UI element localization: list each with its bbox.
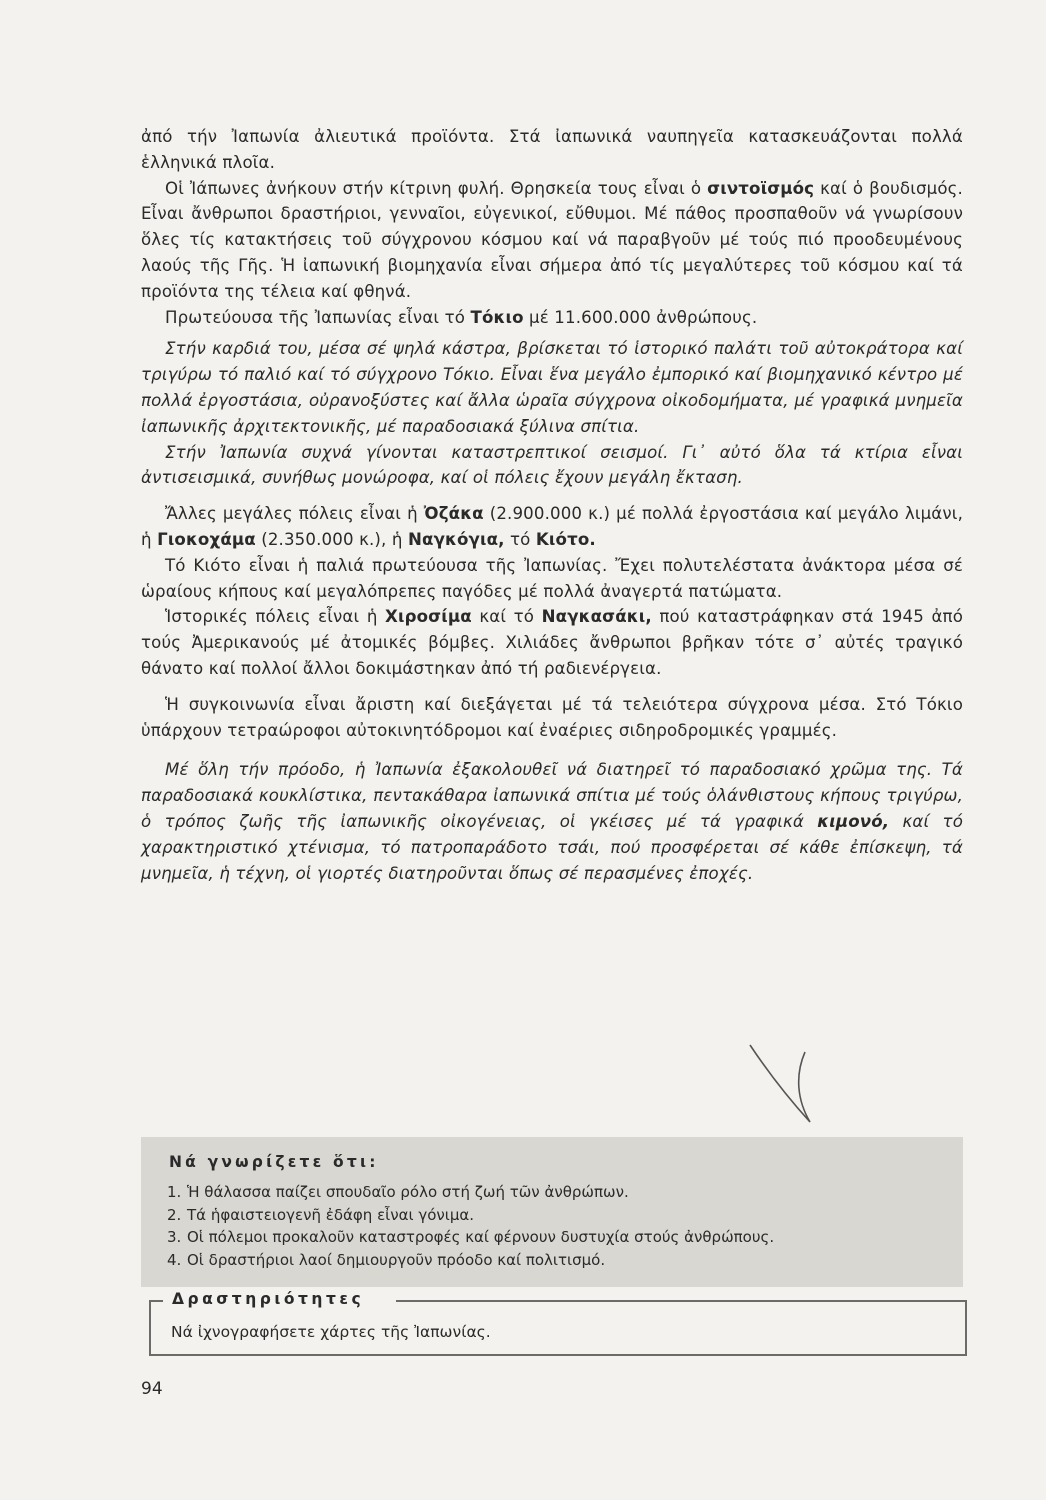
divider bbox=[151, 1300, 163, 1302]
paragraph-historic-cities: Ἱστορικές πόλεις εἶναι ἡ Χιροσίμα καί τό Ναγκασάκι, πού καταστράφηκαν στά 1945 ἀπό τούς Ἀμερικανούς μέ ἀτομικές βόμβες. Χιλιάδες ἄνθρωποι βρῆκαν τότε σ᾿ αὐτές τραγικό θάνατο καί πολλοί ἄλλοι δοκιμάστηκαν ἀπό τή ραδιενέργεια. bbox=[141, 607, 963, 678]
activities-text: Νά ἰχνογραφήσετε χάρτες τῆς Ἰαπωνίας. bbox=[171, 1323, 491, 1341]
know-item: 1. Ἡ θάλασσα παίζει σπουδαῖο ρόλο στή ζωή τῶν ἀνθρώπων. bbox=[167, 1183, 629, 1201]
paragraph-transport: Ἡ συγκοινωνία εἶναι ἄριστη καί διεξάγεται μέ τά τελειότερα σύγχρονα μέσα. Στό Τόκιο ὑπάρχουν τετραώροφοι αὐτοκινητόδρομοι καί ἐναέριες σιδηροδρομικές γραμμές. bbox=[141, 694, 963, 740]
paragraph-tradition: Μέ ὅλη τήν πρόοδο, ἡ Ἰαπωνία ἐξακολουθεῖ νά διατηρεῖ τό παραδοσιακό χρῶμα της. Τά παραδοσιακά κουκλίστικα, πεντακάθαρα ἰαπωνικά σπίτια μέ τούς ὁλάνθιστους κήπους τριγύρω, ὁ τρόπος ζωῆς τῆς ἰαπωνικῆς οἰκογένειας, οἱ γκέισες μέ τά γραφικά κιμονό, καί τό χαρακτηριστικό χτένισμα, τό πατροπαράδοτο τσάι, πού προσφέρεται σέ κάθε ἐπίσκεψη, τά μνημεῖα, ἡ τέχνη, οἱ γιορτές διατηροῦνται ὅπως σέ περασμένες ἐποχές. bbox=[141, 760, 963, 883]
divider bbox=[396, 1300, 965, 1302]
know-item: 3. Οἱ πόλεμοι προκαλοῦν καταστροφές καί φέρνουν δυστυχία στούς ἀνθρώπους. bbox=[167, 1228, 775, 1246]
activities-box bbox=[149, 1290, 967, 1356]
know-box bbox=[141, 1137, 963, 1287]
paragraph-capital: Πρωτεύουσα τῆς Ἰαπωνίας εἶναι τό Τόκιο μέ 11.600.000 ἀνθρώπους. bbox=[165, 307, 758, 327]
paragraph-kyoto: Τό Κιότο εἶναι ἡ παλιά πρωτεύουσα τῆς Ἰαπωνίας. Ἔχει πολυτελέστατα ἀνάκτορα μέσα σέ ὡραίους κήπους καί μεγαλόπρεπες παγόδες μέ πολλά ἀναγερτά πατώματα. bbox=[141, 555, 963, 601]
handwritten-check-mark bbox=[745, 1030, 825, 1125]
paragraph-other-cities: Ἄλλες μεγάλες πόλεις εἶναι ἡ Ὀζάκα (2.900.000 κ.) μέ πολλά ἐργοστάσια καί μεγάλο λιμάνι, ἡ Γιοκοχάμα (2.350.000 κ.), ἡ Ναγκόγια, τό Κιότο. bbox=[141, 504, 963, 549]
paragraph-people: Οἱ Ἰάπωνες ἀνήκουν στήν κίτρινη φυλή. Θρησκεία τους εἶναι ὁ σιντοϊσμός καί ὁ βουδισμός. Εἶναι ἄνθρωποι δραστήριοι, γενναῖοι, εὐγενικοί, εὔθυμοι. Μέ πάθος προσπαθοῦν νά γνωρίσουν ὅλες τίς κατακτήσεις τοῦ σύγχρονου κόσμου καί νά παραβγοῦν μέ τούς πιό προοδευμένους λαούς τῆς Γῆς. Ἡ ἰαπωνική βιομηχανία εἶναι σήμερα ἀπό τίς μεγαλύτερες τοῦ κόσμου καί τά προϊόντα της τέλεια καί φθηνά. bbox=[141, 178, 963, 301]
paragraph-tokyo-desc: Στήν καρδιά του, μέσα σέ ψηλά κάστρα, βρίσκεται τό ἱστορικό παλάτι τοῦ αὐτοκράτορα καί τριγύρω τό παλιό καί τό σύγχρονο Τόκιο. Εἶναι ἕνα μεγάλο ἐμπορικό καί βιομηχανικό κέντρο μέ πολλά ἐργοστάσια, οὐρανοξύστες καί ἄλλα ὡραῖα σύγχρονα οἰκοδομήματα, μέ γραφικά μνημεῖα ἰαπωνικῆς ἀρχιτεκτονικῆς, μέ παραδοσιακά ξύλινα σπίτια. bbox=[141, 339, 963, 436]
know-title: Νά γνωρίζετε ὅτι: bbox=[169, 1153, 379, 1171]
know-list bbox=[167, 1181, 774, 1271]
know-item: 2. Τά ἡφαιστειογενῆ ἐδάφη εἶναι γόνιμα. bbox=[167, 1205, 475, 1224]
main-text bbox=[141, 124, 963, 886]
paragraph-fishing: ἀπό τήν Ἰαπωνία ἀλιευτικά προϊόντα. Στά ἰαπωνικά ναυπηγεῖα κατασκευάζονται πολλά ἑλληνικά πλοῖα. bbox=[141, 127, 963, 172]
page-number: 94 bbox=[141, 1379, 163, 1399]
paragraph-earthquakes: Στήν Ἰαπωνία συχνά γίνονται καταστρεπτικοί σεισμοί. Γι᾿ αὐτό ὅλα τά κτίρια εἶναι ἀντισεισμικά, συνήθως μονώροφα, καί οἱ πόλεις ἔχουν μεγάλη ἔκταση. bbox=[141, 442, 963, 488]
term-tokyo: Τόκιο bbox=[470, 307, 524, 327]
know-item: 4. Οἱ δραστήριοι λαοί δημιουργοῦν πρόοδο καί πολιτισμό. bbox=[167, 1250, 606, 1269]
activities-title: Δραστηριότητες bbox=[172, 1290, 365, 1308]
term-shinto: σιντοϊσμός bbox=[707, 178, 815, 198]
